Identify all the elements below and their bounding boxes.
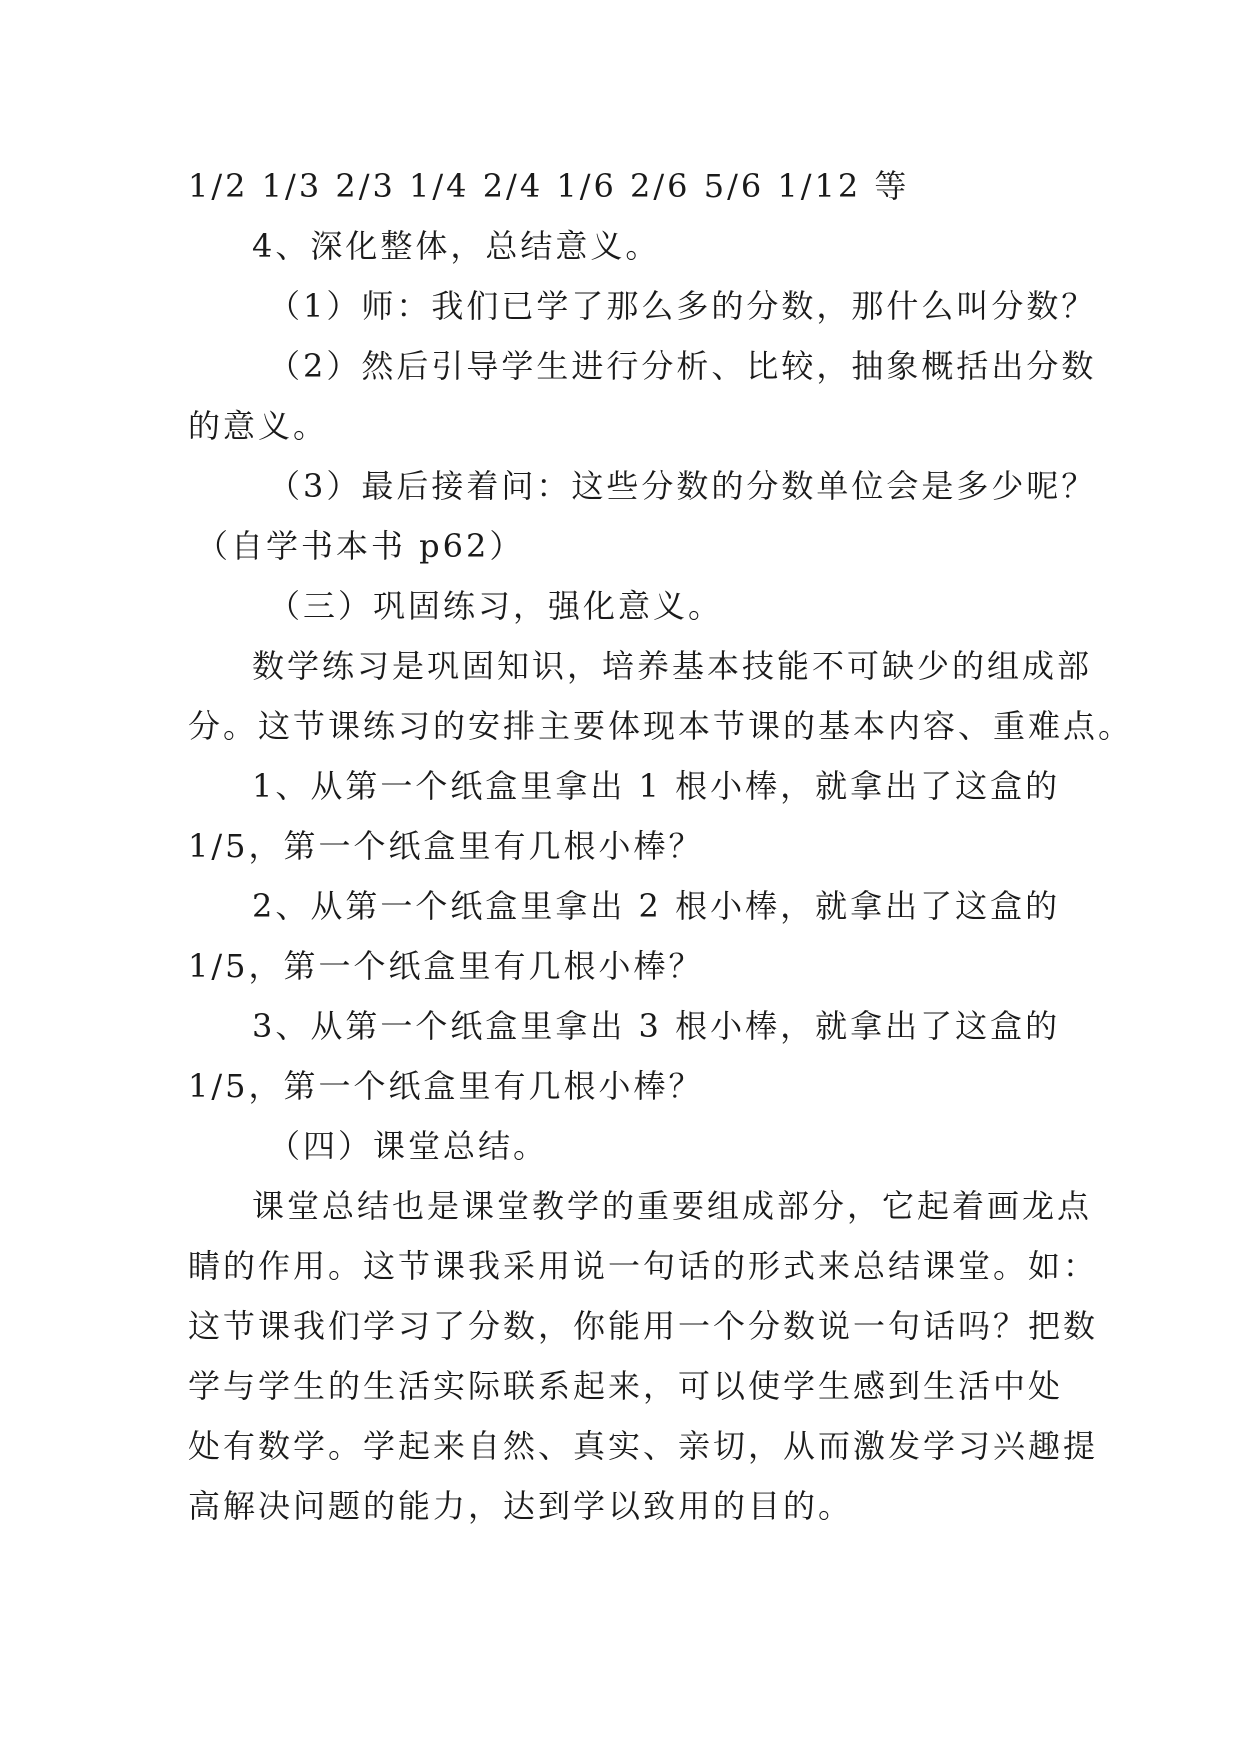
text-line-item-2-cont: 的意义。	[188, 407, 329, 445]
exercise-1-line-2: 1/5，第一个纸盒里有几根小棒？	[188, 827, 704, 865]
heading-section-4: （四）课堂总结。	[268, 1127, 549, 1165]
heading-section-3: （三）巩固练习，强化意义。	[268, 587, 724, 625]
text-line-item-3: （3）最后接着问：这些分数的分数单位会是多少呢？	[268, 467, 1097, 505]
exercise-3-line-1: 3、从第一个纸盒里拿出 3 根小棒，就拿出了这盒的	[252, 1007, 1061, 1045]
exercise-2-line-2: 1/5，第一个纸盒里有几根小棒？	[188, 947, 704, 985]
paragraph-practice-line-2: 分。这节课练习的安排主要体现本节课的基本内容、重难点。	[188, 707, 1134, 745]
exercise-3-line-2: 1/5，第一个纸盒里有几根小棒？	[188, 1067, 704, 1105]
text-line-fractions-list: 1/2 1/3 2/3 1/4 2/4 1/6 2/6 5/6 1/12 等	[188, 167, 910, 205]
text-line-item-3-cont: （自学书本书 p62）	[196, 527, 525, 565]
paragraph-summary-line-1: 课堂总结也是课堂教学的重要组成部分，它起着画龙点	[252, 1187, 1093, 1225]
text-line-item-2: （2）然后引导学生进行分析、比较，抽象概括出分数	[268, 347, 1097, 385]
text-line-item-1: （1）师：我们已学了那么多的分数，那什么叫分数？	[268, 287, 1097, 325]
exercise-2-line-1: 2、从第一个纸盒里拿出 2 根小棒，就拿出了这盒的	[252, 887, 1061, 925]
paragraph-summary-line-2: 睛的作用。这节课我采用说一句话的形式来总结课堂。如：	[188, 1247, 1099, 1285]
exercise-1-line-1: 1、从第一个纸盒里拿出 1 根小棒，就拿出了这盒的	[252, 767, 1061, 805]
paragraph-summary-line-4: 学与学生的生活实际联系起来，可以使学生感到生活中处	[188, 1367, 1064, 1405]
paragraph-summary-line-3: 这节课我们学习了分数，你能用一个分数说一句话吗？把数	[188, 1307, 1099, 1345]
paragraph-practice-line-1: 数学练习是巩固知识，培养基本技能不可缺少的组成部	[252, 647, 1093, 685]
paragraph-summary-line-6: 高解决问题的能力，达到学以致用的目的。	[188, 1487, 854, 1525]
heading-step-4: 4、深化整体，总结意义。	[252, 227, 661, 265]
paragraph-summary-line-5: 处有数学。学起来自然、真实、亲切，从而激发学习兴趣提	[188, 1427, 1099, 1465]
